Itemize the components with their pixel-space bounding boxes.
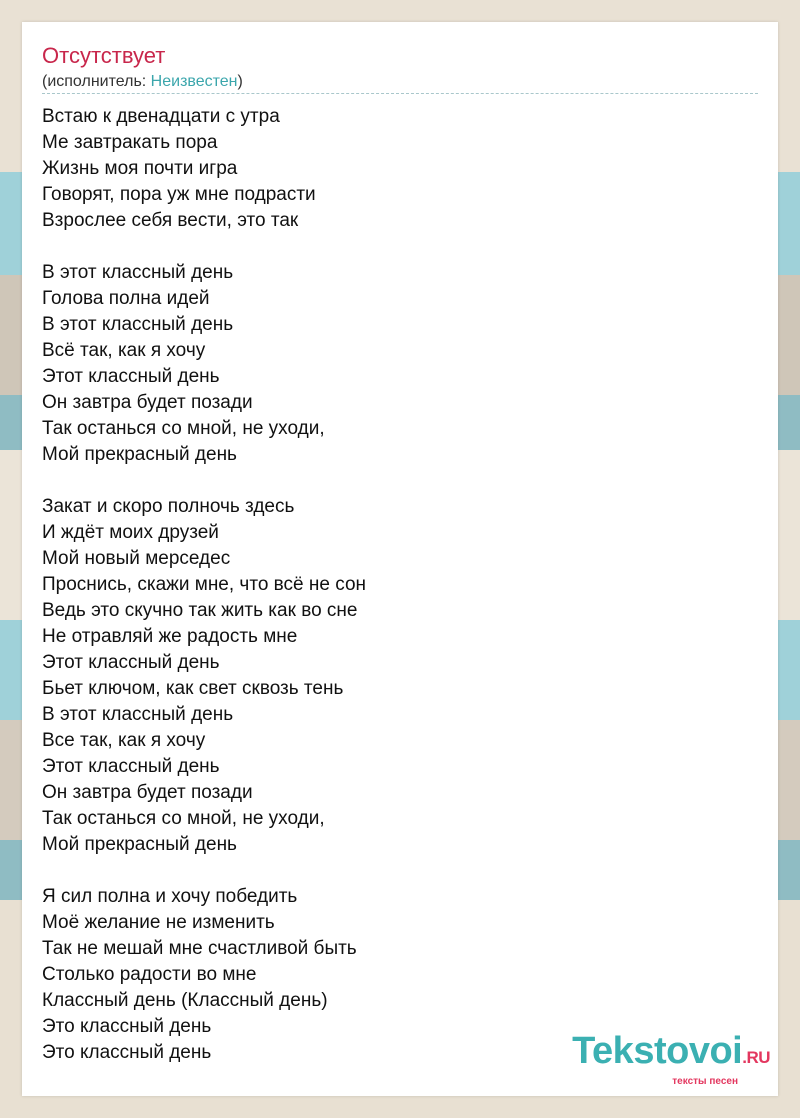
logo-name: Tekstovoi (572, 1030, 743, 1072)
lyric-line: Классный день (Классный день) (42, 990, 328, 1011)
lyric-line: Моё желание не изменить (42, 912, 275, 933)
lyric-line: Это классный день (42, 1042, 212, 1063)
stanza-gap (42, 234, 758, 260)
lyric-line: И ждёт моих друзей (42, 522, 219, 543)
site-logo[interactable] (572, 1030, 770, 1088)
lyric-line: Мой прекрасный день (42, 444, 237, 465)
lyrics-body (42, 104, 758, 1066)
lyric-line: Говорят, пора уж мне подрасти (42, 184, 316, 205)
lyric-line: В этот классный день (42, 704, 234, 725)
lyric-line: Так не мешай мне счастливой быть (42, 938, 357, 959)
lyric-line: Столько радости во мне (42, 964, 257, 985)
lyric-line: Голова полна идей (42, 288, 210, 309)
lyric-line: Так останься со мной, не уходи, (42, 418, 325, 439)
lyric-line: Ме завтракать пора (42, 132, 218, 153)
lyric-line: Жизнь моя почти игра (42, 158, 238, 179)
lyric-line: Закат и скоро полночь здесь (42, 496, 295, 517)
lyric-line: Этот классный день (42, 652, 220, 673)
lyric-line: Проснись, скажи мне, что всё не сон (42, 574, 367, 595)
lyric-line: Мой новый мерседес (42, 548, 231, 569)
lyric-line: Ведь это скучно так жить как во сне (42, 600, 358, 621)
lyric-line: Он завтра будет позади (42, 392, 253, 413)
artist-link[interactable]: Неизвестен (150, 73, 238, 90)
header-divider (42, 93, 758, 94)
lyric-line: Бьет ключом, как свет сквозь тень (42, 678, 344, 699)
lyric-line: Это классный день (42, 1016, 212, 1037)
lyric-line: Он завтра будет позади (42, 782, 253, 803)
logo-tagline: тексты песен (672, 1076, 738, 1087)
lyric-line: Не отравляй же радость мне (42, 626, 298, 647)
artist-suffix: ) (237, 73, 243, 90)
song-title: Отсутствует (42, 43, 166, 68)
lyric-line: В этот классный день (42, 262, 234, 283)
lyric-line: Все так, как я хочу (42, 730, 206, 751)
stanza-gap (42, 858, 758, 884)
lyrics-sheet (22, 22, 778, 1096)
lyric-line: Встаю к двенадцати с утра (42, 106, 280, 127)
logo-wordmark (572, 1030, 770, 1076)
lyric-line: В этот классный день (42, 314, 234, 335)
lyric-line: Взрослее себя вести, это так (42, 210, 299, 231)
lyric-line: Так останься со мной, не уходи, (42, 808, 325, 829)
artist-line (42, 72, 243, 92)
artist-prefix: (исполнитель: (42, 73, 151, 90)
lyric-line: Мой прекрасный день (42, 834, 237, 855)
lyric-line: Я сил полна и хочу победить (42, 886, 298, 907)
lyric-line: Этот классный день (42, 366, 220, 387)
lyric-line: Всё так, как я хочу (42, 340, 206, 361)
lyric-line: Этот классный день (42, 756, 220, 777)
logo-tld: .RU (742, 1048, 770, 1067)
stanza-gap (42, 468, 758, 494)
